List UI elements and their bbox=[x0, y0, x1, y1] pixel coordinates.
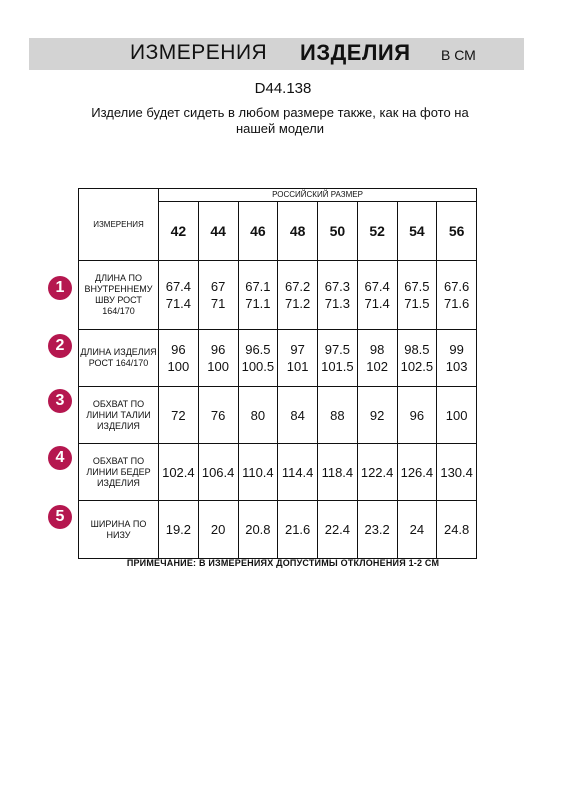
value-line: 67.1 bbox=[245, 279, 271, 294]
value-line: 84 bbox=[290, 407, 305, 423]
value-line: 96 bbox=[409, 407, 425, 423]
value-line: 102.5 bbox=[400, 359, 434, 374]
value-line: 71.2 bbox=[284, 296, 311, 311]
value-line: 24.8 bbox=[443, 522, 470, 537]
value-cell bbox=[278, 444, 318, 501]
value-cell bbox=[318, 387, 358, 444]
measurement-label: ОБХВАТ ПО ЛИНИИ БЕДЕР ИЗДЕЛИЯ bbox=[79, 444, 159, 501]
value-line: 122.4 bbox=[360, 464, 394, 480]
value-cell bbox=[318, 330, 358, 387]
value-cell bbox=[437, 330, 477, 387]
value-line: 97 bbox=[290, 342, 305, 357]
size-header-cell: 52 bbox=[357, 202, 397, 261]
size-header-cell: 50 bbox=[318, 202, 358, 261]
value-line: 114.4 bbox=[281, 464, 314, 480]
value-cell bbox=[437, 387, 477, 444]
table-row bbox=[79, 261, 477, 330]
value-cell bbox=[397, 330, 437, 387]
size-table bbox=[78, 188, 477, 559]
value-cell bbox=[278, 501, 318, 559]
value-cell bbox=[318, 501, 358, 559]
value-line: 67 bbox=[210, 279, 226, 294]
value-cell bbox=[238, 387, 278, 444]
value-cell bbox=[159, 501, 199, 559]
value-cell bbox=[278, 387, 318, 444]
size-header-cell: 42 bbox=[159, 202, 199, 261]
value-line: 98.5 bbox=[404, 342, 430, 357]
value-cell bbox=[357, 444, 397, 501]
value-cell bbox=[198, 261, 238, 330]
value-line: 71 bbox=[210, 296, 226, 311]
size-header-cell: 44 bbox=[198, 202, 238, 261]
value-cell bbox=[159, 261, 199, 330]
value-line: 23.2 bbox=[364, 522, 390, 537]
measurement-label: ОБХВАТ ПО ЛИНИИ ТАЛИИ ИЗДЕЛИЯ bbox=[79, 387, 159, 444]
value-cell bbox=[238, 501, 278, 559]
row-number-badge: 2 bbox=[48, 334, 72, 358]
value-cell bbox=[357, 501, 397, 559]
value-line: 20.8 bbox=[245, 522, 271, 537]
value-line: 67.6 bbox=[443, 279, 470, 294]
value-line: 98 bbox=[369, 342, 385, 357]
value-line: 76 bbox=[210, 407, 226, 423]
value-line: 67.2 bbox=[284, 279, 311, 294]
value-line: 71.6 bbox=[443, 296, 470, 311]
value-line: 100 bbox=[207, 359, 229, 374]
value-line: 67.4 bbox=[165, 279, 192, 294]
value-line: 96 bbox=[210, 342, 226, 357]
value-cell bbox=[159, 330, 199, 387]
value-line: 106.4 bbox=[201, 464, 235, 480]
value-line: 102.4 bbox=[162, 464, 195, 480]
value-cell bbox=[397, 387, 437, 444]
value-line: 96.5 bbox=[245, 342, 271, 357]
value-line: 130.4 bbox=[440, 464, 473, 480]
value-cell bbox=[437, 261, 477, 330]
measurements-header: ИЗМЕРЕНИЯ bbox=[79, 189, 159, 261]
value-line: 67.5 bbox=[404, 279, 430, 294]
value-cell bbox=[437, 501, 477, 559]
value-cell bbox=[318, 444, 358, 501]
value-cell bbox=[238, 330, 278, 387]
value-line: 24 bbox=[409, 522, 425, 537]
value-line: 100 bbox=[445, 407, 468, 423]
value-cell bbox=[198, 387, 238, 444]
value-line: 67.3 bbox=[324, 279, 351, 294]
row-number-badge: 5 bbox=[48, 505, 72, 529]
table-row bbox=[79, 330, 477, 387]
value-line: 71.4 bbox=[165, 296, 192, 311]
value-line: 96 bbox=[171, 342, 186, 357]
value-line: 71.4 bbox=[364, 296, 390, 311]
tolerance-note: ПРИМЕЧАНИЕ: В ИЗМЕРЕНИЯХ ДОПУСТИМЫ ОТКЛОНЕНИЯ 1-2 СМ bbox=[126, 558, 440, 568]
value-cell bbox=[357, 387, 397, 444]
title-product: ИЗДЕЛИЯ bbox=[300, 40, 411, 65]
value-cell bbox=[318, 261, 358, 330]
size-header-cell: 54 bbox=[397, 202, 437, 261]
value-line: 21.6 bbox=[284, 522, 311, 537]
value-line: 19.2 bbox=[165, 522, 192, 537]
row-number-badge: 4 bbox=[48, 446, 72, 470]
value-line: 100.5 bbox=[241, 359, 275, 374]
article-code: D44.138 bbox=[254, 80, 312, 97]
value-cell bbox=[278, 330, 318, 387]
value-line: 97.5 bbox=[324, 342, 351, 357]
value-cell bbox=[198, 444, 238, 501]
size-header-cell: 48 bbox=[278, 202, 318, 261]
value-cell bbox=[159, 444, 199, 501]
size-header-cell: 46 bbox=[238, 202, 278, 261]
value-cell bbox=[198, 501, 238, 559]
row-number-badge: 1 bbox=[48, 276, 72, 300]
fit-note: Изделие будет сидеть в любом размере также, как на фото на нашей модели bbox=[91, 105, 469, 136]
table-row bbox=[79, 387, 477, 444]
value-line: 71.5 bbox=[404, 296, 430, 311]
value-line: 67.4 bbox=[364, 279, 390, 294]
value-cell bbox=[397, 444, 437, 501]
value-cell bbox=[437, 444, 477, 501]
value-line: 103 bbox=[445, 359, 468, 374]
value-line: 126.4 bbox=[400, 464, 434, 480]
value-line: 101.5 bbox=[321, 359, 354, 374]
unit-label: В СМ bbox=[441, 47, 476, 63]
measurement-label: ШИРИНА ПО НИЗУ bbox=[79, 501, 159, 559]
value-line: 110.4 bbox=[242, 464, 274, 480]
table-row bbox=[79, 444, 477, 501]
value-line: 118.4 bbox=[321, 464, 354, 480]
value-cell bbox=[238, 261, 278, 330]
title-measurements: ИЗМЕРЕНИЯ bbox=[130, 41, 268, 64]
row-number-badge: 3 bbox=[48, 389, 72, 413]
value-line: 88 bbox=[330, 407, 345, 423]
value-line: 99 bbox=[449, 342, 464, 357]
measurement-label: ДЛИНА ИЗДЕЛИЯ РОСТ 164/170 bbox=[79, 330, 159, 387]
value-cell bbox=[357, 261, 397, 330]
value-line: 22.4 bbox=[324, 522, 351, 537]
russian-size-header: РОССИЙСКИЙ РАЗМЕР bbox=[159, 189, 477, 202]
value-line: 71.3 bbox=[324, 296, 351, 311]
measurement-label: ДЛИНА ПО ВНУТРЕННЕМУ ШВУ РОСТ 164/170 bbox=[79, 261, 159, 330]
value-line: 20 bbox=[210, 522, 226, 537]
value-line: 80 bbox=[250, 407, 266, 423]
value-line: 101 bbox=[286, 359, 309, 374]
value-cell bbox=[278, 261, 318, 330]
value-cell bbox=[159, 387, 199, 444]
table-row bbox=[79, 501, 477, 559]
size-header-cell: 56 bbox=[437, 202, 477, 261]
value-line: 100 bbox=[167, 359, 190, 374]
value-cell bbox=[238, 444, 278, 501]
value-line: 102 bbox=[366, 359, 388, 374]
value-cell bbox=[198, 330, 238, 387]
value-cell bbox=[397, 501, 437, 559]
value-cell bbox=[357, 330, 397, 387]
value-line: 72 bbox=[171, 407, 186, 423]
value-line: 71.1 bbox=[245, 296, 271, 311]
value-cell bbox=[397, 261, 437, 330]
value-line: 92 bbox=[369, 407, 385, 423]
